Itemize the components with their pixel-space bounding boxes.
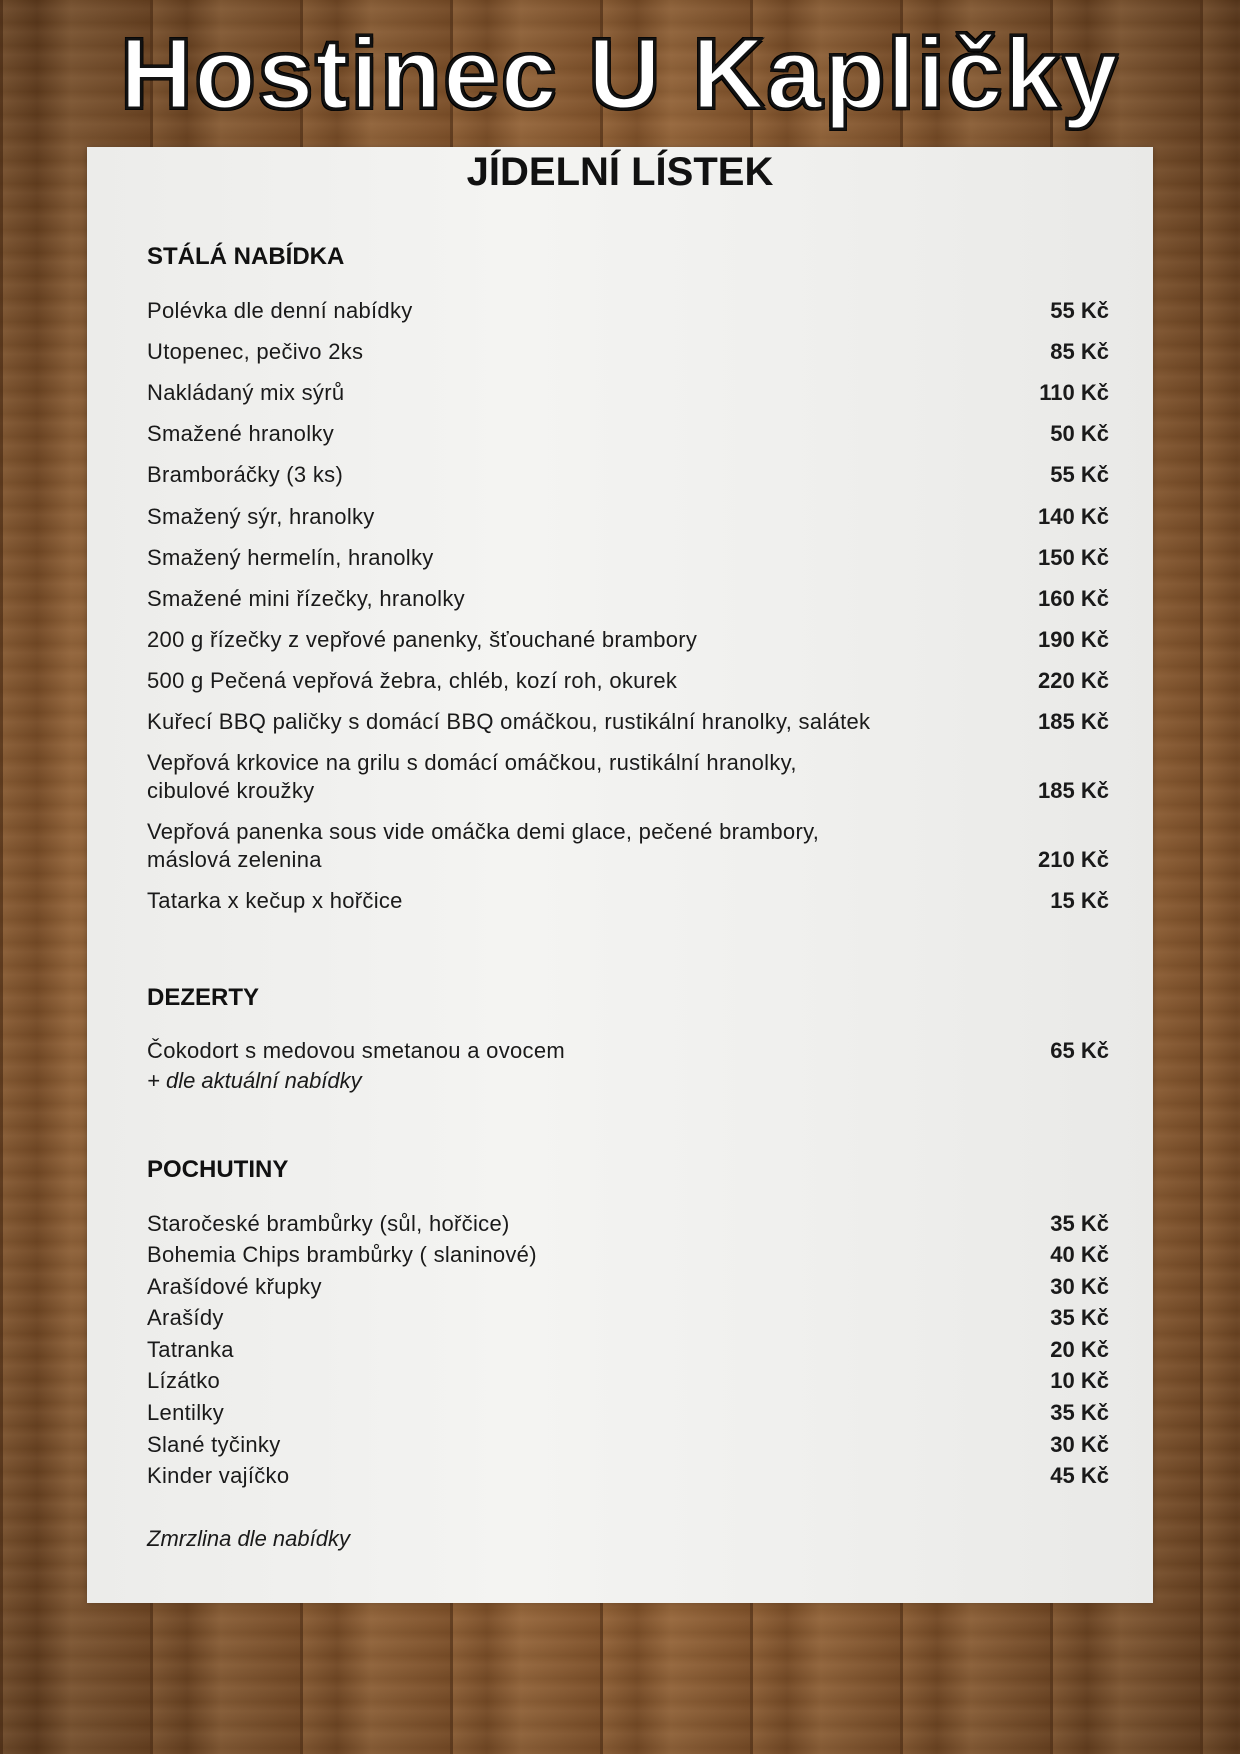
- menu-item: [147, 667, 1109, 695]
- item-name: 500 g Pečená vepřová žebra, chléb, kozí roh, okurek: [147, 668, 678, 693]
- item-name: Smažené mini řízečky, hranolky: [147, 586, 465, 611]
- item-name: 200 g řízečky z vepřové panenky, šťouchané brambory: [147, 627, 698, 652]
- menu-item: [147, 420, 1109, 448]
- item-price: 160 Kč: [1038, 586, 1109, 611]
- menu-item: [147, 1367, 1109, 1395]
- restaurant-name: Hostinec U Kapličky: [120, 18, 1120, 130]
- item-name: Kuřecí BBQ paličky s domácí BBQ omáčkou, rustikální hranolky, salátek: [147, 709, 871, 734]
- pochutiny-note: Zmrzlina dle nabídky: [147, 1526, 350, 1551]
- item-name: Tatarka x kečup x hořčice: [147, 888, 403, 913]
- menu-item: [147, 1241, 1109, 1269]
- item-price: 110 Kč: [1039, 380, 1109, 405]
- menu-paper: [87, 147, 1153, 1603]
- item-price: 10 Kč: [1050, 1368, 1109, 1393]
- item-name: Staročeské brambůrky (sůl, hořčice): [147, 1211, 510, 1236]
- item-name: Slané tyčinky: [147, 1432, 281, 1457]
- item-name: Lentilky: [147, 1400, 224, 1425]
- item-price: 40 Kč: [1050, 1242, 1109, 1267]
- menu-item: [147, 338, 1109, 366]
- item-name: Smažené hranolky: [147, 421, 335, 446]
- menu-item: [147, 708, 1109, 736]
- item-name: Arašídy: [147, 1305, 224, 1330]
- item-price: 210 Kč: [1038, 847, 1109, 872]
- menu-item: [147, 626, 1109, 654]
- menu-item: [147, 585, 1109, 613]
- section-title-pochutiny: POCHUTINY: [147, 1156, 289, 1183]
- dezerty-note: + dle aktuální nabídky: [147, 1068, 362, 1093]
- item-name: Bohemia Chips brambůrky ( slaninové): [147, 1242, 537, 1267]
- item-name: Smažený hermelín, hranolky: [147, 545, 434, 570]
- item-price: 35 Kč: [1050, 1305, 1109, 1330]
- menu-item: [147, 818, 1109, 874]
- item-price: 140 Kč: [1038, 504, 1109, 529]
- item-name: Tatranka: [147, 1337, 234, 1362]
- item-price: 185 Kč: [1038, 709, 1109, 734]
- menu-item: [147, 1210, 1109, 1238]
- item-name: Čokodort s medovou smetanou a ovocem: [147, 1038, 566, 1063]
- item-price: 30 Kč: [1050, 1274, 1109, 1299]
- item-price: 185 Kč: [1038, 778, 1109, 803]
- menu-item: [147, 1399, 1109, 1427]
- menu-item: [147, 887, 1109, 915]
- item-name: Polévka dle denní nabídky: [147, 298, 413, 323]
- item-price: 65 Kč: [1050, 1038, 1109, 1063]
- item-name: Arašídové křupky: [147, 1274, 322, 1299]
- menu-item: [147, 503, 1109, 531]
- item-price: 190 Kč: [1038, 627, 1109, 652]
- item-price: 55 Kč: [1050, 298, 1109, 323]
- menu-item: [147, 1336, 1109, 1364]
- menu-item: [147, 461, 1109, 489]
- item-price: 50 Kč: [1050, 421, 1109, 446]
- item-name: Vepřová panenka sous vide omáčka demi glace, pečené brambory, máslová zelenina: [147, 819, 820, 872]
- menu-item: [147, 297, 1109, 325]
- section-title-stala-nabidka: STÁLÁ NABÍDKA: [147, 243, 345, 270]
- menu-item: [147, 749, 1109, 805]
- item-price: 55 Kč: [1050, 462, 1109, 487]
- item-price: 85 Kč: [1050, 339, 1109, 364]
- item-price: 20 Kč: [1050, 1337, 1109, 1362]
- menu-item: [147, 1462, 1109, 1490]
- menu-item: [147, 379, 1109, 407]
- item-name: Smažený sýr, hranolky: [147, 504, 375, 529]
- menu-item: [147, 1304, 1109, 1332]
- menu-item: [147, 1037, 1109, 1065]
- item-price: 35 Kč: [1050, 1211, 1109, 1236]
- item-price: 15 Kč: [1050, 888, 1109, 913]
- item-price: 45 Kč: [1050, 1463, 1109, 1488]
- item-price: 220 Kč: [1038, 668, 1109, 693]
- menu-title: JÍDELNÍ LÍSTEK: [466, 150, 774, 194]
- item-name: Utopenec, pečivo 2ks: [147, 339, 364, 364]
- item-name: Vepřová krkovice na grilu s domácí omáčkou, rustikální hranolky, cibulové kroužky: [147, 750, 797, 803]
- item-name: Lízátko: [147, 1368, 221, 1393]
- item-name: Nakládaný mix sýrů: [147, 380, 345, 405]
- item-price: 35 Kč: [1050, 1400, 1109, 1425]
- menu-item: [147, 1431, 1109, 1459]
- menu-item: [147, 544, 1109, 572]
- item-price: 30 Kč: [1050, 1432, 1109, 1457]
- item-price: 150 Kč: [1038, 545, 1109, 570]
- item-name: Bramboráčky (3 ks): [147, 462, 344, 487]
- item-name: Kinder vajíčko: [147, 1463, 290, 1488]
- menu-item: [147, 1273, 1109, 1301]
- section-title-dezerty: DEZERTY: [147, 984, 260, 1011]
